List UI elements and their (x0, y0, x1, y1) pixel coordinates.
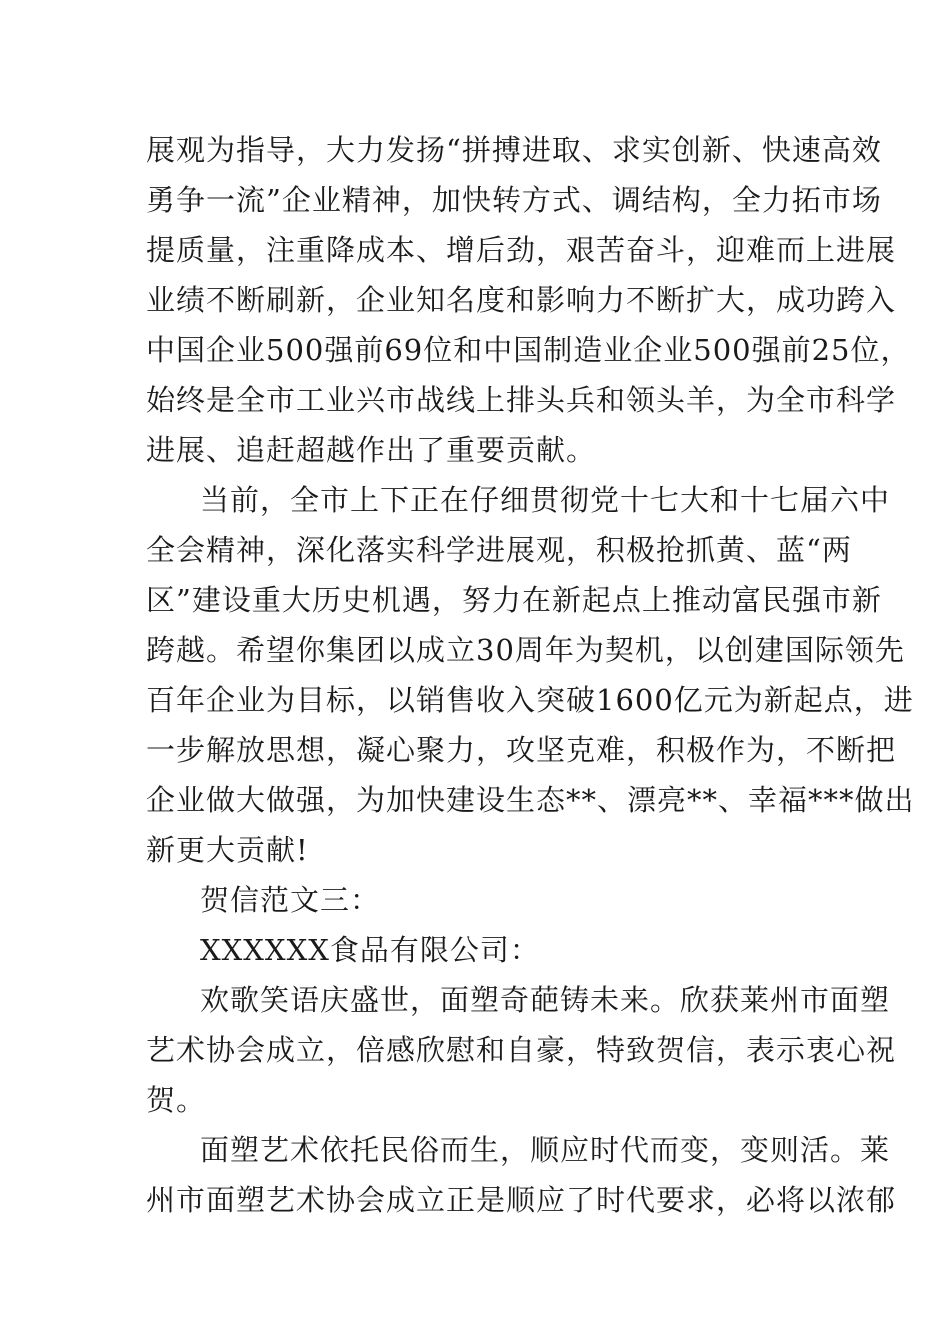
text-line: 业绩不断刷新，企业知名度和影响力不断扩大，成功跨入 (146, 283, 897, 317)
paragraph-first-line: 欢歌笑语庆盛世，面塑奇葩铸未来。欣获莱州市面塑 (200, 983, 891, 1017)
text-line: 跨越。希望你集团以成立30周年为契机，以创建国际领先 (146, 633, 905, 667)
text-line: 提质量，注重降成本、增后劲，艰苦奋斗，迎难而上进展 (146, 233, 897, 267)
text-line: 贺。 (146, 1083, 207, 1117)
text-line: 中国企业500强前69位和中国制造业企业500强前25位， (146, 333, 911, 367)
paragraph-first-line: 面塑艺术依托民俗而生，顺应时代而变，变则活。莱 (200, 1133, 891, 1167)
text-line: 一步解放思想，凝心聚力，攻坚克难，积极作为，不断把 (146, 733, 897, 767)
text-line: 全会精神，深化落实科学进展观，积极抢抓黄、蓝“两 (146, 533, 852, 567)
text-line: 艺术协会成立，倍感欣慰和自豪，特致贺信，表示衷心祝 (146, 1033, 897, 1067)
text-line: 企业做大做强，为加快建设生态**、漂亮**、幸福***做出 (146, 783, 915, 817)
text-line: 新更大贡献! (146, 833, 309, 867)
text-line: 展观为指导，大力发扬“拼搏进取、求实创新、快速高效 (146, 133, 882, 167)
text-line: 区”建设重大历史机遇，努力在新起点上推动富民强市新 (146, 583, 882, 617)
text-line: 百年企业为目标，以销售收入突破1600亿元为新起点，进 (146, 683, 914, 717)
salutation: XXXXXX食品有限公司： (200, 933, 540, 967)
text-line: 州市面塑艺术协会成立正是顺应了时代要求，必将以浓郁 (146, 1183, 897, 1217)
section-heading: 贺信范文三： (200, 883, 381, 917)
text-line: 进展、追赶超越作出了重要贡献。 (146, 433, 597, 467)
text-line: 勇争一流”企业精神，加快转方式、调结构，全力拓市场 (146, 183, 882, 217)
text-line: 始终是全市工业兴市战线上排头兵和领头羊，为全市科学 (146, 383, 897, 417)
paragraph-first-line: 当前，全市上下正在仔细贯彻党十七大和十七届六中 (200, 483, 891, 517)
